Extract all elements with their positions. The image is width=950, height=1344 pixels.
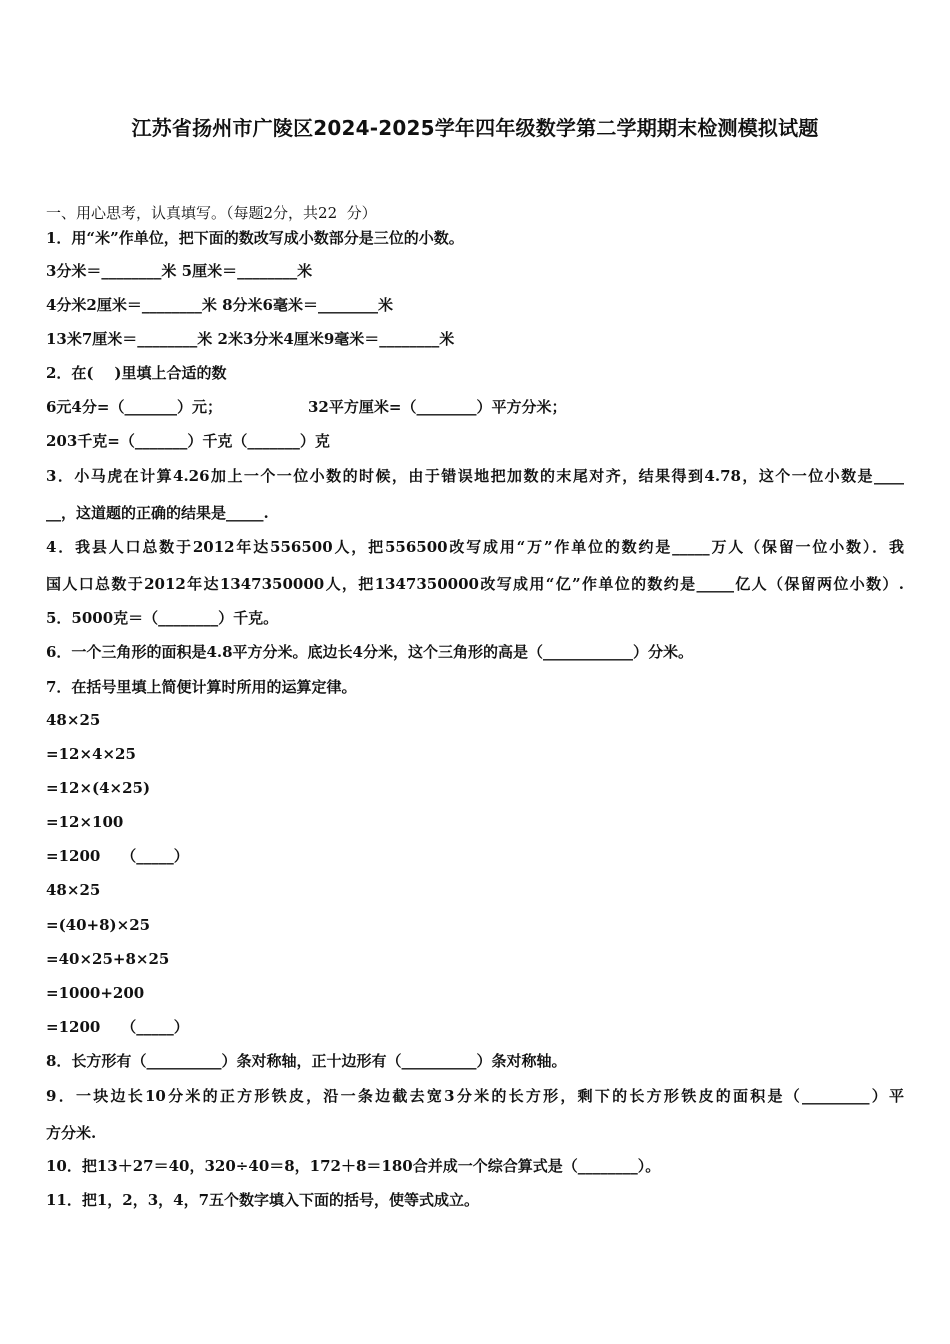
calc-1-step-2: =12×4×25	[46, 745, 136, 763]
question-1-line-1: 3分米＝________米 5厘米＝________米	[46, 262, 313, 280]
question-1-line-2: 4分米2厘米＝________米 8分米6毫米＝________米	[46, 296, 393, 314]
question-3-continued: __，这道题的正确的结果是_____.	[46, 504, 269, 522]
calc-2-step-2: =(40+8)×25	[46, 916, 151, 934]
question-4: 4．我县人口总数于2012年达556500人，把556500改写成用“万”作单位的数约是_____万人（保留一位小数）．我	[46, 538, 904, 556]
question-8: 8．长方形有（__________）条对称轴，正十边形有（__________）条对称轴。	[46, 1052, 567, 1070]
question-3: 3．小马虎在计算4.26加上一个一位小数的时候，由于错误地把加数的末尾对齐，结果得到4.78，这个一位小数是____	[46, 467, 904, 485]
section-heading: 一、用心思考，认真填写。（每题2分，共22 分）	[46, 204, 377, 222]
calc-2-step-4: =1000+200	[46, 984, 145, 1002]
question-5: 5．5000克＝（________）千克。	[46, 609, 279, 627]
question-2: 2．在( )里填上合适的数	[46, 364, 227, 382]
question-1-line-3: 13米7厘米＝________米 2米3分米4厘米9毫米＝________米	[46, 330, 455, 348]
question-1: 1．用“米”作单位，把下面的数改写成小数部分是三位的小数。	[46, 229, 464, 247]
question-2-part-a: 6元4分=（_______）元；	[46, 398, 222, 416]
question-7: 7．在括号里填上简便计算时所用的运算定律。	[46, 678, 357, 696]
calc-2-step-5: =1200 （_____）	[46, 1018, 189, 1036]
calc-2-step-3: =40×25+8×25	[46, 950, 170, 968]
question-11: 11．把1，2，3，4，7五个数字填入下面的括号，使等式成立。	[46, 1191, 480, 1209]
question-6: 6．一个三角形的面积是4.8平方分米。底边长4分米，这个三角形的高是（____________）分米。	[46, 643, 693, 661]
question-4-continued: 国人口总数于2012年达1347350000人，把1347350000改写成用“亿”作单位的数约是_____亿人（保留两位小数）.	[46, 575, 904, 593]
calc-1-step-1: 48×25	[46, 711, 101, 729]
page-title: 江苏省扬州市广陵区2024-2025学年四年级数学第二学期期末检测模拟试题	[131, 116, 819, 140]
question-10: 10．把13＋27＝40，320÷40＝8，172＋8＝180合并成一个综合算式是（________）。	[46, 1157, 661, 1175]
calc-1-step-4: =12×100	[46, 813, 124, 831]
question-2-part-c: 203千克=（_______）千克（_______）克	[46, 432, 330, 450]
calc-1-step-5: =1200 （_____）	[46, 847, 189, 865]
calc-2-step-1: 48×25	[46, 881, 101, 899]
question-2-part-b: 32平方厘米=（________）平方分米；	[308, 398, 567, 416]
question-9: 9．一块边长10分米的正方形铁皮，沿一条边截去宽3分米的长方形，剩下的长方形铁皮的面积是（_________）平	[46, 1087, 904, 1105]
question-9-continued: 方分米.	[46, 1124, 97, 1142]
calc-1-step-3: =12×(4×25)	[46, 779, 151, 797]
